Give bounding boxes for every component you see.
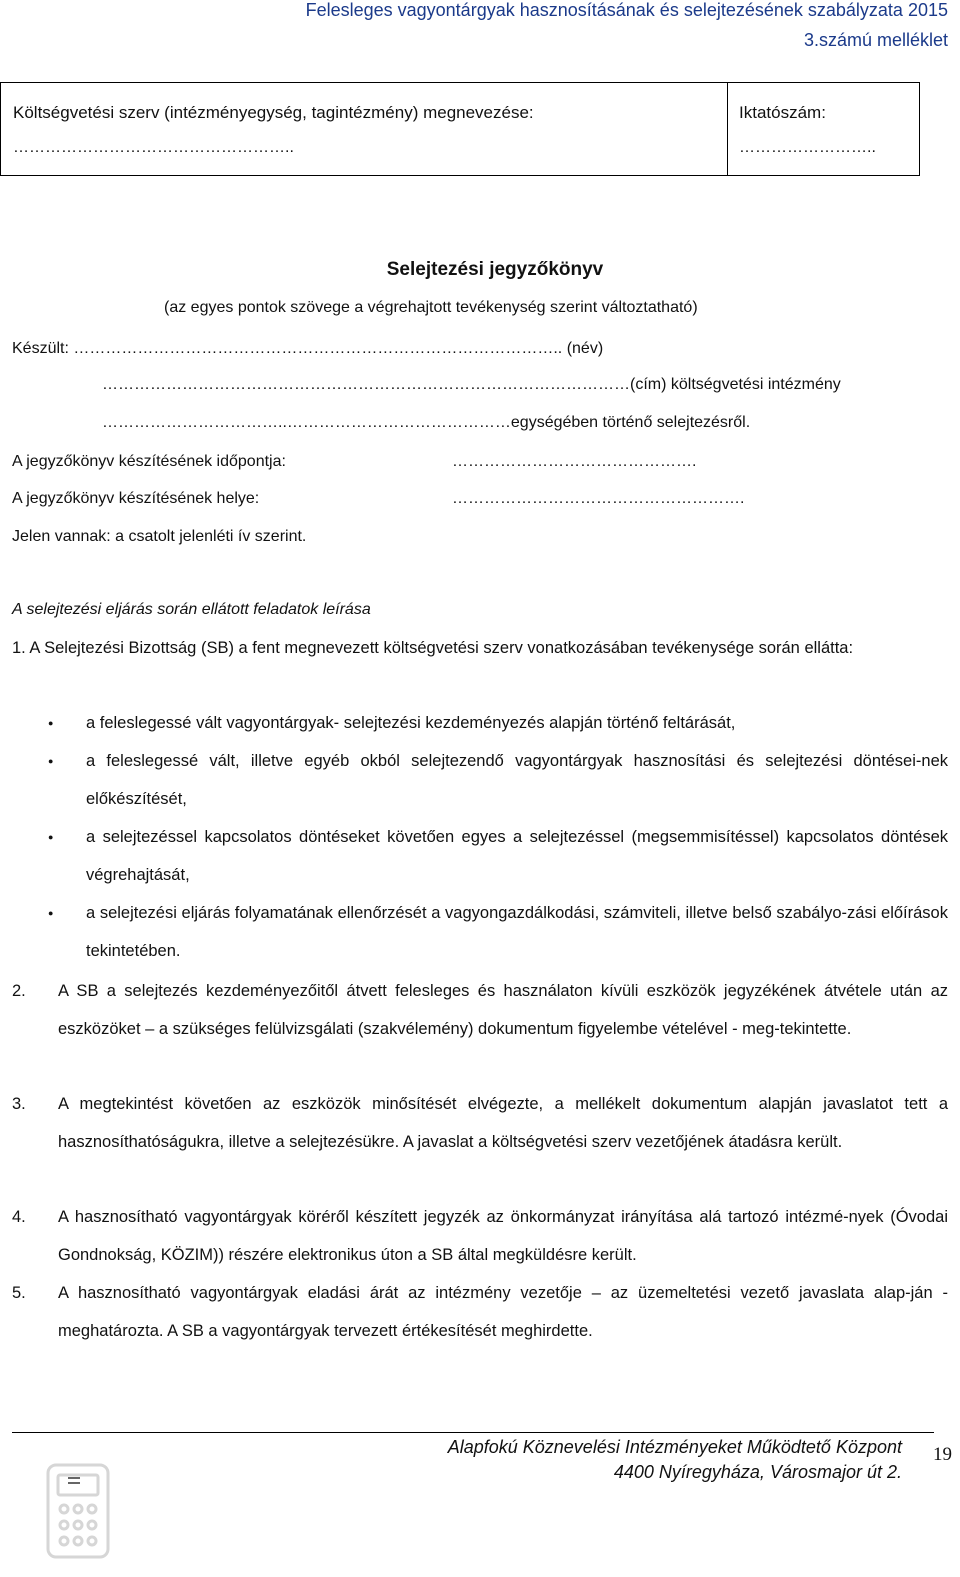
address-line: ………………………………………………………………………………………(cím) költségvetési intézmény (102, 376, 841, 393)
box-divider (727, 83, 728, 175)
unit-line: ……………………………..……………………………………egységében történő selejtezésről. (102, 414, 751, 431)
bullet-text: a feleslegessé vált, illetve egyéb okból selejtezendő vagyontárgyak hasznosítási és selejtezési döntései-nek előkészítését, (86, 752, 948, 808)
bullet-text: a feleslegessé vált vagyontárgyak- selejtezési kezdeményezés alapján történő feltárását, (86, 714, 736, 732)
org-value: …………………………………………….. (13, 139, 294, 156)
page-number: 19 (933, 1444, 952, 1465)
document-title: Felesleges vagyontárgyak hasznosításának és selejtezésének szabályzata 2015 (305, 0, 948, 20)
item-number: 5. (12, 1284, 26, 1302)
org-label: Költségvetési szerv (intézményegység, tagintézmény) megnevezése: (13, 103, 534, 122)
bullet-text: a selejtezéssel kapcsolatos döntéseket követően egyes a selejtezéssel (megsemmisítéssel) kapcsolatos döntések végrehajtását, (86, 828, 948, 884)
section-heading: A selejtezési eljárás során ellátott feladatok leírása (12, 601, 371, 618)
date-value: ………………………………………. (452, 453, 697, 470)
place-value: ………………………………………………. (452, 490, 745, 507)
annex-label: 3.számú melléklet (803, 30, 948, 50)
item-text: A megtekintést követően az eszközök minősítését elvégezte, a mellékelt dokumentum alapján javaslatot tett a hasznosíthatóságukra, illetve a selejtezésükre. A javaslat a költségvetési szerv vezetőjének átadásra került. (58, 1095, 948, 1151)
bullet-text: a selejtezési eljárás folyamatának ellenőrzését a vagyongazdálkodási, számviteli, illetve belső szabályo-zási előírások tekintetében. (86, 904, 948, 960)
calculator-logo-icon (34, 1455, 122, 1565)
item-number: 3. (12, 1095, 26, 1113)
protocol-subtitle: (az egyes pontok szövege a végrehajtott tevékenység szerint változtatható) (164, 299, 698, 316)
bullet-dot-icon: ● (48, 718, 54, 728)
item-text: A hasznosítható vagyontárgyak köréről készített jegyzék az önkormányzat irányítása alá tartozó intézmé-nyek (Óvodai Gondnokság, KÖZIM)) részére elektronikus úton a SB által megküldésre került. (58, 1208, 948, 1264)
item-number: 2. (12, 982, 26, 1000)
item-1: 1. A Selejtezési Bizottság (SB) a fent megnevezett költségvetési szerv vonatkozásában tevékenysége során ellátta: (12, 639, 854, 657)
footer-org: Alapfokú Köznevelési Intézményeket Működtető Központ (447, 1437, 902, 1457)
footer-address: 4400 Nyíregyháza, Városmajor út 2. (613, 1462, 902, 1482)
reg-value: …………………….. (739, 139, 876, 156)
reg-label: Iktatószám: (739, 103, 826, 122)
date-label: A jegyzőkönyv készítésének időpontja: (12, 453, 286, 470)
made-dots: ……………………………………………………………………………….. (név) (73, 340, 604, 357)
present-line: Jelen vannak: a csatolt jelenléti ív szerint. (12, 528, 307, 545)
bullet-dot-icon: ● (48, 756, 54, 766)
item-text: A hasznosítható vagyontárgyak eladási árát az intézmény vezetője – az üzemeltetési vezető javaslata alap-ján - meghatározta. A SB a vagyontárgyak tervezett értékesítését meghirdette. (58, 1284, 948, 1340)
footer-rule (12, 1432, 934, 1433)
place-label: A jegyzőkönyv készítésének helye: (12, 490, 260, 507)
protocol-title: Selejtezési jegyzőkönyv (386, 259, 604, 280)
info-box (0, 82, 920, 176)
bullet-dot-icon: ● (48, 908, 54, 918)
item-text: A SB a selejtezés kezdeményezőitől átvett felesleges és használaton kívüli eszközök jegyzékének átvétele után az eszközöket – a szükséges felülvizsgálati (szakvélemény) dokumentum figyelembe vételével - meg-tekintette. (58, 982, 948, 1038)
item-number: 4. (12, 1208, 26, 1226)
made-label: Készült: (12, 340, 74, 357)
bullet-dot-icon: ● (48, 832, 54, 842)
made-line (12, 340, 603, 358)
